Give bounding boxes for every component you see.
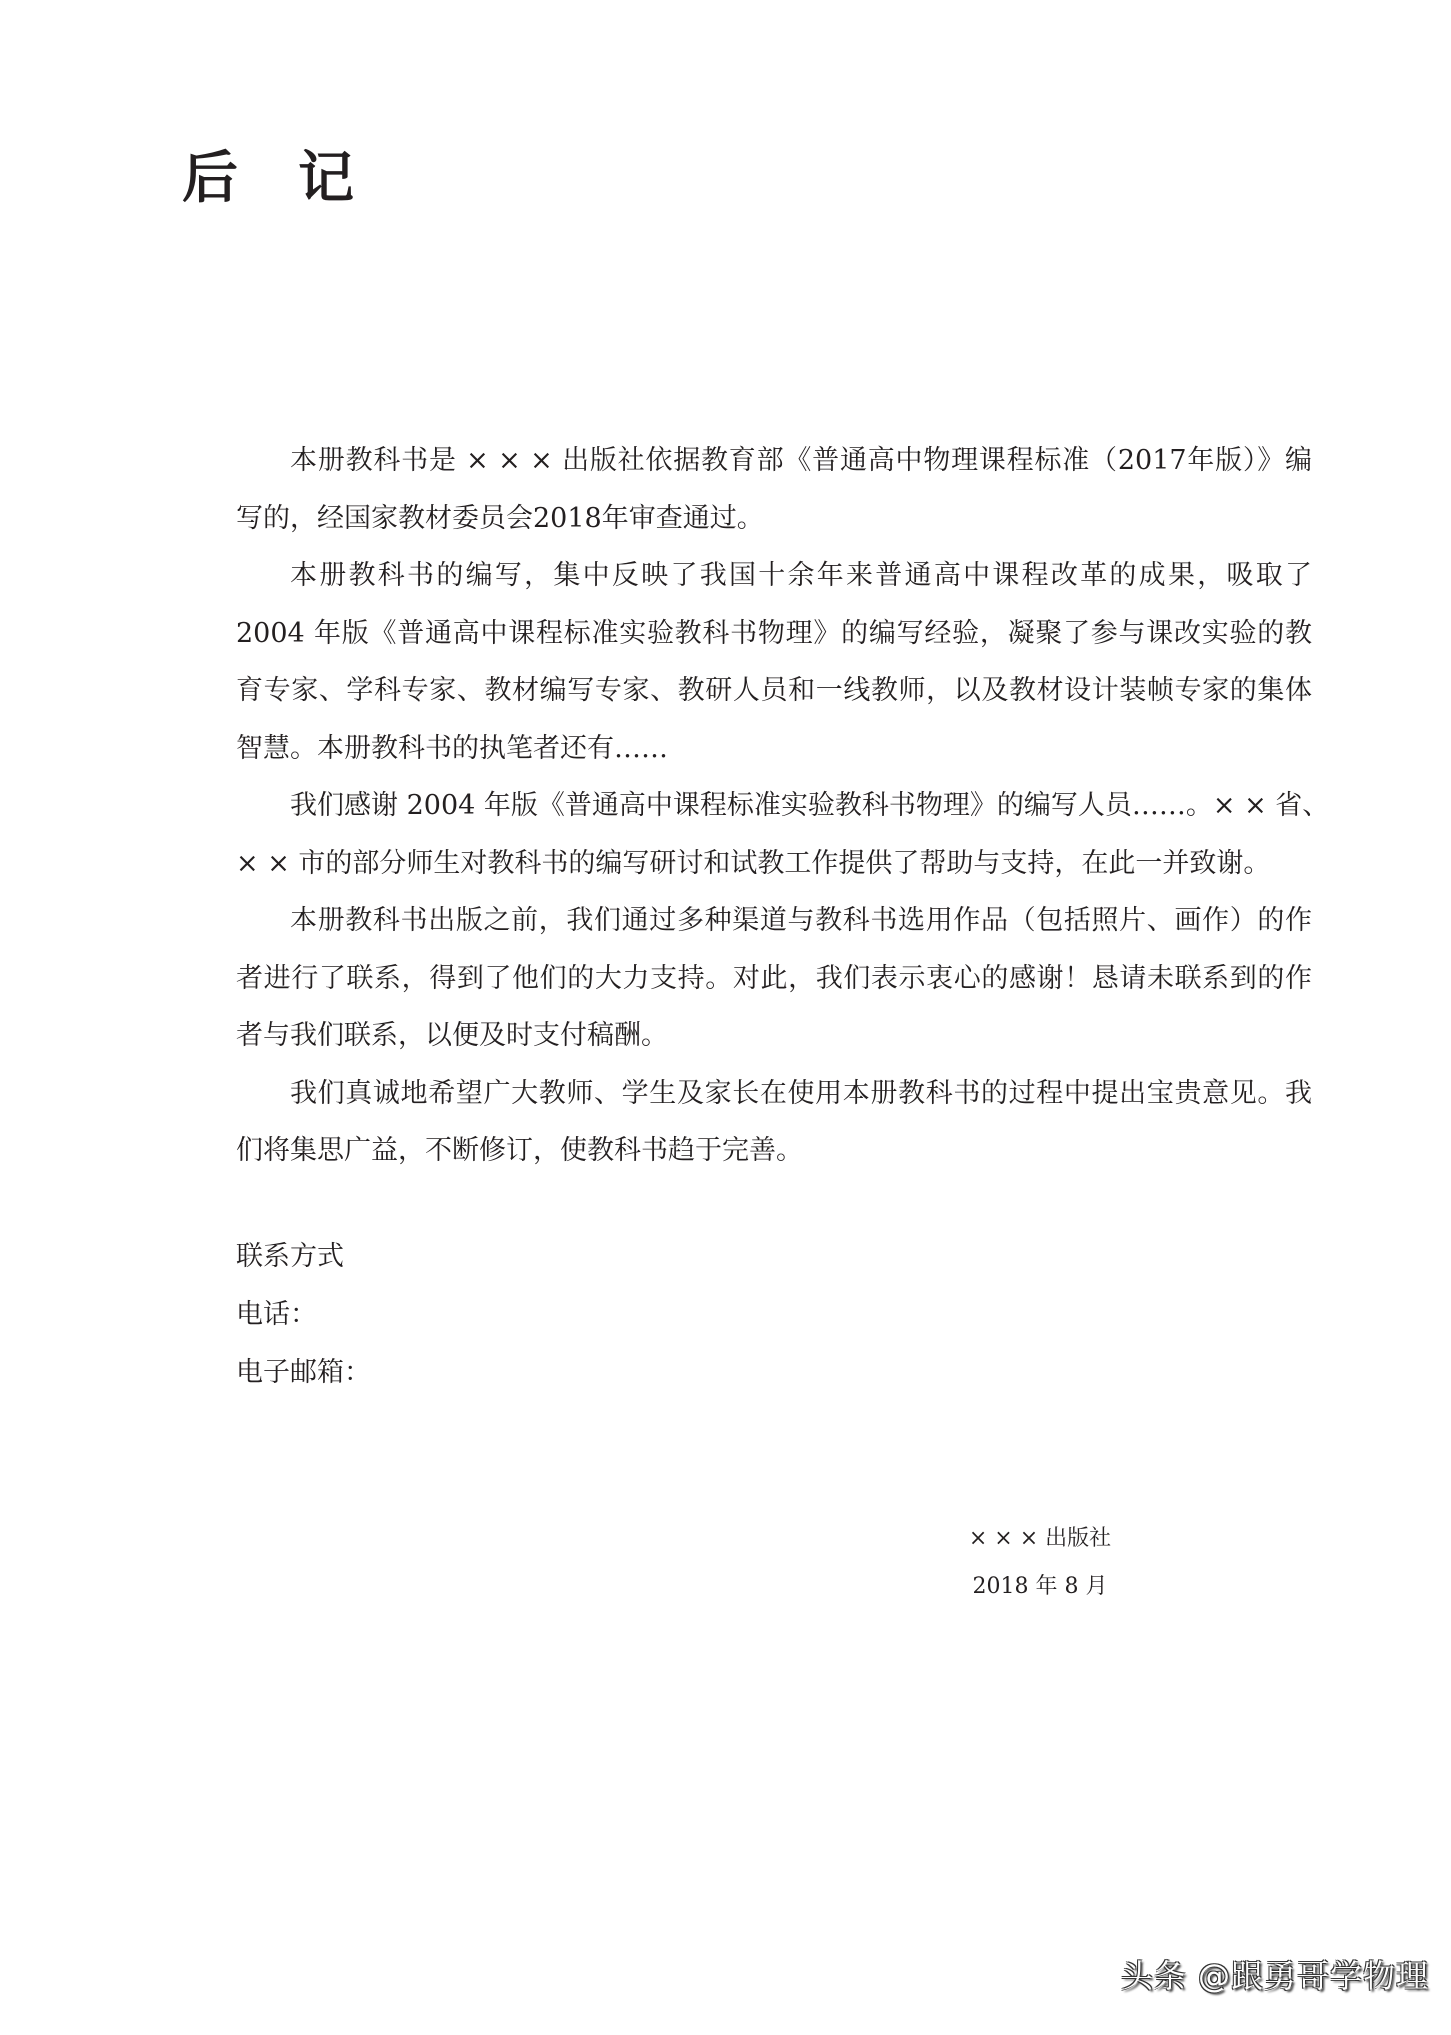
paragraph-line: 者进行了联系，得到了他们的大力支持。对此，我们表示衷心的感谢！恳请未联系到的作 bbox=[236, 962, 1312, 994]
signature-block bbox=[950, 1515, 1130, 1611]
afterword-body bbox=[182, 432, 1330, 1180]
paragraph-line: 本册教科书出版之前，我们通过多种渠道与教科书选用作品（包括照片、画作）的作 bbox=[290, 905, 1312, 936]
paragraph-line: 2004 年版《普通高中课程标准实验教科书物理》的编写经验，凝聚了参与课改实验的教 bbox=[236, 617, 1312, 649]
paragraph-5 bbox=[182, 1065, 1312, 1180]
page-title bbox=[182, 145, 354, 211]
paragraph-line: × × 市的部分师生对教科书的编写研讨和试教工作提供了帮助与支持，在此一并致谢。 bbox=[236, 847, 1271, 879]
paragraph-line: 我们真诚地希望广大教师、学生及家长在使用本册教科书的过程中提出宝贵意见。我 bbox=[290, 1077, 1312, 1109]
paragraph-line: 写的，经国家教材委员会2018年审查通过。 bbox=[236, 502, 764, 534]
paragraph-3 bbox=[182, 777, 1330, 892]
contact-info bbox=[236, 1228, 371, 1402]
signature-date: 2018 年 8 月 bbox=[972, 1574, 1108, 1599]
paragraph-4 bbox=[182, 892, 1312, 1065]
paragraph-line: 我们感谢 2004 年版《普通高中课程标准实验教科书物理》的编写人员……。× × 省、 bbox=[290, 790, 1330, 821]
paragraph-1 bbox=[182, 432, 1312, 547]
paragraph-line: 育专家、学科专家、教材编写专家、教研人员和一线教师，以及教材设计装帧专家的集体 bbox=[236, 675, 1312, 706]
paragraph-line: 者与我们联系，以便及时支付稿酬。 bbox=[236, 1020, 668, 1051]
phone-label: 电话： bbox=[236, 1299, 317, 1330]
paragraph-line: 本册教科书是 × × × 出版社依据教育部《普通高中物理课程标准（2017年版）》编 bbox=[290, 445, 1312, 476]
email-label: 电子邮箱： bbox=[236, 1357, 371, 1388]
page-title-char-2: 记 bbox=[298, 145, 354, 211]
paragraph-line: 们将集思广益，不断修订，使教科书趋于完善。 bbox=[236, 1135, 803, 1166]
paragraph-line: 本册教科书的编写，集中反映了我国十余年来普通高中课程改革的成果，吸取了 bbox=[290, 560, 1312, 591]
page-title-char-1: 后 bbox=[182, 145, 238, 211]
paragraph-line: 智慧。本册教科书的执笔者还有…… bbox=[236, 732, 668, 764]
watermark: 头条 @跟勇哥学物理 bbox=[1120, 1957, 1429, 1995]
paragraph-2 bbox=[182, 547, 1312, 777]
contact-heading: 联系方式 bbox=[236, 1241, 344, 1272]
publisher-name: × × × 出版社 bbox=[968, 1526, 1112, 1551]
